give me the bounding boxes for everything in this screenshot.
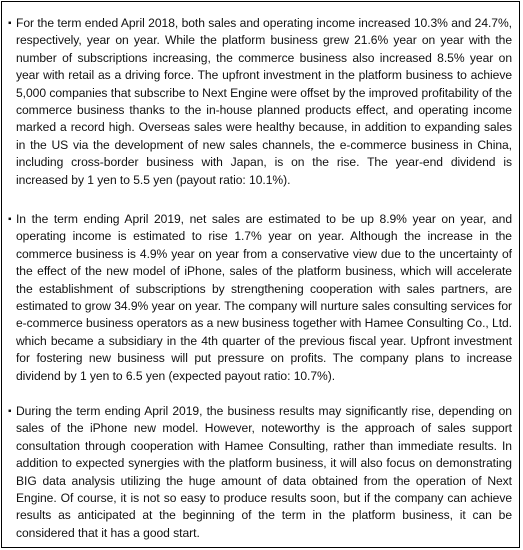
paragraph-term-ending-april-2019-outlook bbox=[8, 403, 512, 542]
paragraph-term-ending-april-2019-forecast bbox=[8, 211, 512, 385]
paragraph-text: For the term ended April 2018, both sales and operating income increased 10.3% and 24.7%, respectively, year on year. While the platform business grew 21.6% year on year with the number of subscriptions increasing, the commerce business also increased 8.5% year on year with retail as a driving force. The upfront investment in the platform business to achieve 5,000 companies that subscribe to Next Engine were offset by the improved profitability of the commerce business thanks to the in-house planned products effect, and operating income marked a record high. Overseas sales were healthy because, in addition to expanding sales in the US via the development of new sales channels, the e-commerce business in China, including cross-border business with Japan, is on the rise. The year-end dividend is increased by 1 yen to 5.5 yen (payout ratio: 10.1%). bbox=[16, 16, 512, 187]
bullet-icon: ▪ bbox=[8, 406, 12, 417]
content-box bbox=[1, 1, 520, 548]
bullet-icon: ▪ bbox=[8, 214, 12, 225]
bullet-icon: ▪ bbox=[8, 18, 12, 29]
paragraph-term-ended-april-2018 bbox=[8, 15, 512, 189]
paragraph-text: During the term ending April 2019, the business results may significantly rise, depending on sales of the iPhone new model. However, noteworthy is the approach of sales support consultation through cooperation with Hamee Consulting, rather than immediate results. In addition to expected synergies with the platform business, it will also focus on demonstrating BIG data analysis utilizing the huge amount of data obtained from the operation of Next Engine. Of course, it is not so easy to produce results soon, but if the company can achieve results as anticipated at the beginning of the term in the platform business, it can be considered that it has a good start. bbox=[16, 404, 512, 540]
paragraph-text: In the term ending April 2019, net sales are estimated to be up 8.9% year on year, and operating income is estimated to rise 1.7% year on year. Although the increase in the commerce business is 4.9% year on year from a conservative view due to the uncertainty of the effect of the new model of iPhone, sales of the platform business, which will accelerate the establishment of subscriptions by strengthening cooperation with sales partners, are estimated to grow 34.9% year on year. The company will nurture sales consulting services for e-commerce business operators as a new business together with Hamee Consulting Co., Ltd. which became a subsidiary in the 4th quarter of the previous fiscal year. Upfront investment for fostering new business will put pressure on profits. The company plans to increase dividend by 1 yen to 6.5 yen (expected payout ratio: 10.7%). bbox=[16, 212, 512, 383]
